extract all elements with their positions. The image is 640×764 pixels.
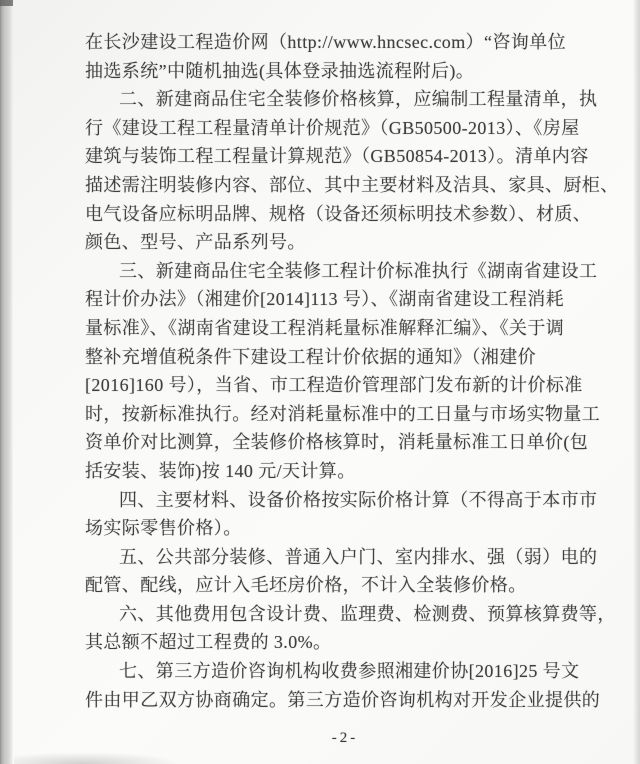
text-line: 五、公共部分装修、普通入户门、室内排水、强（弱）电的: [119, 546, 598, 567]
text-line: 七、第三方造价咨询机构收费参照湘建价协[2016]25 号文: [119, 661, 580, 682]
text-line: 括安装、装饰)按 140 元/天计算。: [85, 460, 356, 481]
text-line: 其总额不超过工程费的 3.0%。: [85, 632, 332, 653]
text-line: 二、新建商品住宅全装修价格核算，应编制工程量清单，执: [119, 89, 598, 110]
scan-left-edge-shadow: [0, 0, 13, 764]
document-body: [85, 28, 619, 747]
text-line: 资单价对比测算，全装修价格核算时，消耗量标准工日单价(包: [85, 432, 589, 453]
text-line: [2016]160 号），当省、市工程造价管理部门发布新的计价标准: [85, 375, 583, 396]
text-line: 时，按新标准执行。经对消耗量标准中的工日量与市场实物量工: [85, 403, 601, 424]
scan-bottom-smudge: [14, 752, 184, 764]
text-line: 程计价办法》（湘建价[2014]113 号）、《湖南省建设工程消耗: [85, 289, 565, 310]
text-line: 行《建设工程工程量清单计价规范》（GB50500-2013）、《房屋: [85, 117, 580, 138]
text-line: 颜色、型号、产品系列号。: [85, 232, 306, 253]
text-line: 场实际零售价格）。: [85, 518, 242, 539]
scan-right-edge-shadow: [633, 0, 640, 764]
text-line: 量标准》、《湖南省建设工程消耗量标准解释汇编》、《关于调: [85, 317, 565, 338]
text-line: 电气设备应标明品牌、规格（设备还须标明技术参数）、材质、: [85, 203, 592, 224]
text-line: 三、新建商品住宅全装修工程计价标准执行《湖南省建设工: [119, 260, 598, 281]
text-line: 描述需注明装修内容、部位、其中主要材料及洁具、家具、厨柜、: [85, 174, 619, 195]
text-line: 六、其他费用包含设计费、监理费、检测费、预算核算费等，: [119, 603, 616, 624]
page-number: -2-: [331, 730, 359, 747]
text-line: 建筑与装饰工程工程量计算规范》（GB50854-2013）。清单内容: [85, 146, 589, 167]
text-line: 在长沙建设工程造价网（http://www.hncsec.com）“咨询单位: [85, 32, 566, 52]
text-line: 抽选系统”中随机抽选(具体登录抽选流程附后)。: [85, 60, 475, 81]
text-line: 件由甲乙双方协商确定。第三方造价咨询机构对开发企业提供的: [85, 689, 601, 710]
text-line: 配管、配线，应计入毛坯房价格，不计入全装修价格。: [85, 575, 527, 596]
scan-top-left-corner-shadow: [0, 0, 13, 6]
text-line: 整补充增值税条件下建设工程计价依据的通知》（湘建价: [85, 346, 536, 367]
text-line: 四、主要材料、设备价格按实际价格计算（不得高于本市市: [119, 489, 598, 510]
